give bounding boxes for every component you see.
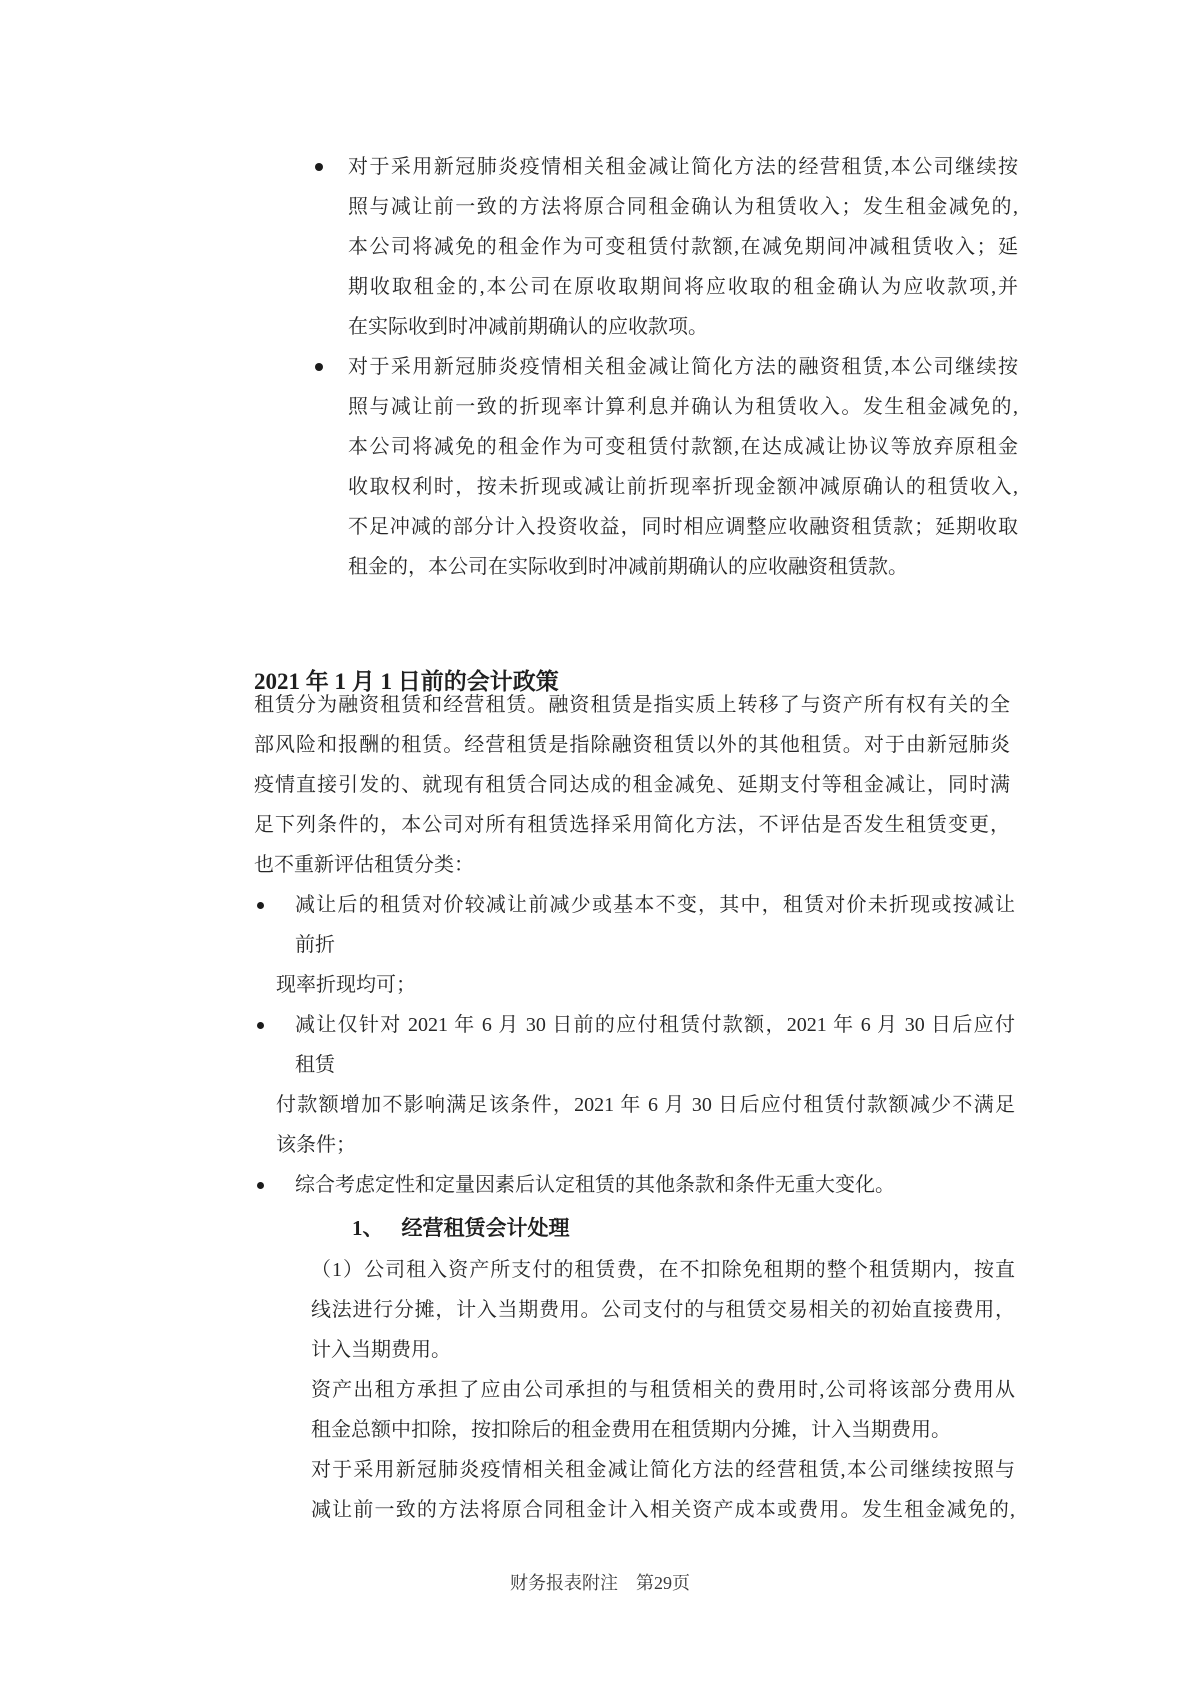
text-line: （1）公司租入资产所支付的租赁费，在不扣除免租期的整个租赁期内，按直 [311, 1259, 1015, 1281]
numbered-subheading [352, 1208, 570, 1248]
bullet-icon [315, 363, 323, 371]
text-line: 租金总额中扣除，按扣除后的租金费用在租赁期内分摊，计入当期费用。 [311, 1419, 951, 1441]
text-line: 线法进行分摊，计入当期费用。公司支付的与租赁交易相关的初始直接费用， [311, 1299, 1015, 1321]
section-heading: 2021 年 1 月 1 日前的会计政策 [254, 669, 559, 695]
text-line: 综合考虑定性和定量因素后认定租赁的其他条款和条件无重大变化。 [295, 1174, 895, 1196]
text-line: 照与减让前一致的方法将原合同租金确认为租赁收入；发生租金减免的, [348, 196, 1018, 218]
subheading-title: 经营租赁会计处理 [401, 1216, 570, 1240]
list-item [276, 885, 1015, 1005]
text-line: 减让前一致的方法将原合同租金计入相关资产成本或费用。发生租金减免的, [311, 1499, 1015, 1521]
text-line: 本公司将减免的租金作为可变租赁付款额,在达成减让协议等放弃原租金 [348, 436, 1018, 458]
text-line: 对于采用新冠肺炎疫情相关租金减让简化方法的经营租赁,本公司继续按照与 [311, 1459, 1015, 1481]
text-line: 疫情直接引发的、就现有租赁合同达成的租金减免、延期支付等租金减让，同时满 [254, 774, 1010, 796]
bullet-text [348, 147, 1018, 347]
text-line: 期收取租金的,本公司在原收取期间将应收取的租金确认为应收款项,并 [348, 276, 1018, 298]
text-line: 本公司将减免的租金作为可变租赁付款额,在减免期间冲减租赁收入；延 [348, 236, 1018, 258]
text-line: 付款额增加不影响满足该条件，2021 年 6 月 30 日后应付租赁付款额减少不满足 [276, 1094, 1015, 1116]
covid-rent-concession-bullet-list [348, 147, 1018, 587]
text-line: 足下列条件的，本公司对所有租赁选择采用简化方法，不评估是否发生租赁变更， [254, 814, 1010, 836]
text-line: 租赁分为融资租赁和经营租赁。融资租赁是指实质上转移了与资产所有权有关的全 [254, 694, 1010, 716]
bullet-text [295, 1165, 1015, 1205]
text-line: 租金的，本公司在实际收到时冲减前期确认的应收融资租赁款。 [348, 556, 908, 578]
hanging-text [276, 1085, 1015, 1165]
bullet-text [295, 885, 1015, 965]
paragraph-operating-lease-1 [311, 1250, 1015, 1370]
bullet-icon [257, 1182, 264, 1189]
text-line: 减让仅针对 2021 年 6 月 30 日前的应付租赁付款额，2021 年 6 月 30 日后应付 [295, 1014, 1015, 1036]
page-footer: 财务报表附注 第29页 [510, 1573, 690, 1593]
text-line: 现率折现均可； [276, 974, 416, 996]
text-line: 收取权利时，按未折现或减让前折现率折现金额冲减原确认的租赁收入, [348, 476, 1018, 498]
paragraph-operating-lease-2 [311, 1370, 1015, 1450]
list-item [348, 147, 1018, 347]
text-line: 部风险和报酬的租赁。经营租赁是指除融资租赁以外的其他租赁。对于由新冠肺炎 [254, 734, 1010, 756]
hanging-text [276, 965, 1015, 1005]
conditions-bullet-list [276, 885, 1015, 1205]
intro-paragraph [254, 685, 1010, 885]
list-item [276, 1005, 1015, 1165]
text-line: 不足冲减的部分计入投资收益，同时相应调整应收融资租赁款；延期收取 [348, 516, 1018, 538]
text-line: 该条件； [276, 1134, 356, 1156]
list-item [295, 1165, 1015, 1205]
bullet-icon [257, 1022, 264, 1029]
paragraph-operating-lease-3 [311, 1450, 1015, 1530]
text-line: 前折 [295, 934, 335, 956]
bullet-text [295, 1005, 1015, 1085]
text-line: 资产出租方承担了应由公司承担的与租赁相关的费用时,公司将该部分费用从 [311, 1379, 1015, 1401]
bullet-icon [315, 163, 323, 171]
text-line: 照与减让前一致的折现率计算利息并确认为租赁收入。发生租金减免的, [348, 396, 1018, 418]
text-line: 减让后的租赁对价较减让前减少或基本不变，其中，租赁对价未折现或按减让 [295, 894, 1015, 916]
text-line: 计入当期费用。 [311, 1339, 451, 1361]
text-line: 租赁 [295, 1054, 335, 1076]
subheading-number: 1、 [352, 1216, 384, 1240]
list-item [348, 347, 1018, 587]
text-line: 也不重新评估租赁分类： [254, 854, 474, 876]
bullet-text [348, 347, 1018, 587]
text-line: 在实际收到时冲减前期确认的应收款项。 [348, 316, 708, 338]
text-line: 对于采用新冠肺炎疫情相关租金减让简化方法的经营租赁,本公司继续按 [348, 156, 1018, 178]
text-line: 对于采用新冠肺炎疫情相关租金减让简化方法的融资租赁,本公司继续按 [348, 356, 1018, 378]
bullet-icon [257, 902, 264, 909]
